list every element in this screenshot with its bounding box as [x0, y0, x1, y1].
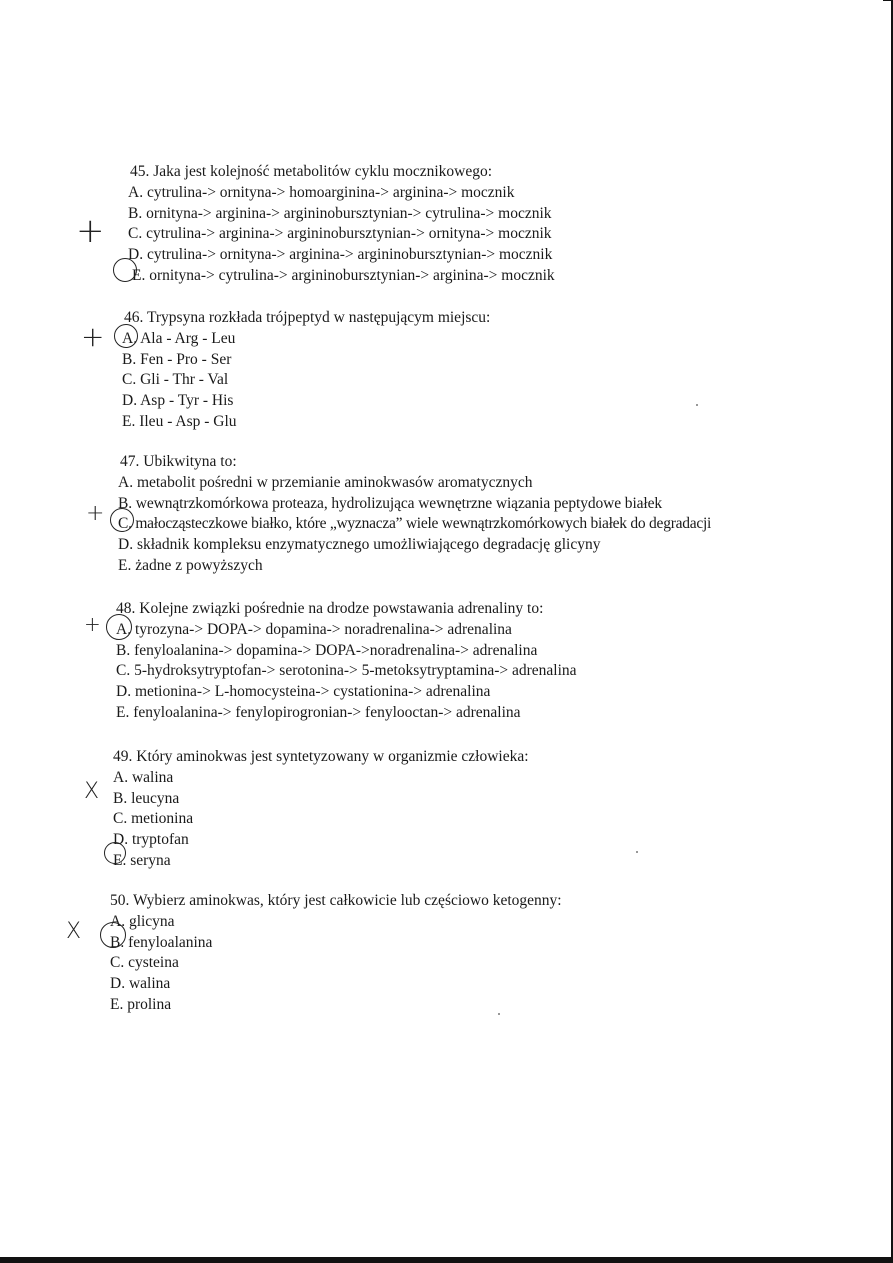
scan-speck: [636, 851, 638, 853]
answer-option-e: E. seryna: [113, 851, 171, 869]
question-47: [118, 452, 711, 577]
answer-option-d: D. walina: [110, 975, 171, 993]
answer-option-b: B. wewnątrzkomórkowa proteaza, hydrolizująca wewnętrzne wiązania peptydowe białek: [118, 494, 663, 512]
question-45: [128, 162, 555, 287]
answer-option-b: B. fenyloalanina-> dopamina-> DOPA->noradrenalina-> adrenalina: [116, 641, 538, 659]
question-46: [122, 308, 490, 433]
answer-option-d: D. cytrulina-> ornityna-> arginina-> argininobursztynian-> mocznik: [128, 246, 553, 264]
handwritten-cross-mark-q50: X: [66, 919, 82, 944]
answer-option-a: A. Ala - Arg - Leu: [122, 329, 236, 347]
answer-option-b: B. fenyloalanina: [110, 933, 213, 951]
answer-option-c: C. 5-hydroksytryptofan-> serotonina-> 5-metoksytryptamina-> adrenalina: [116, 662, 577, 680]
answer-option-c: C. cytrulina-> arginina-> argininobursztynian-> ornityna-> mocznik: [128, 225, 552, 243]
answer-circle-icon: [100, 922, 126, 948]
question-48: [116, 599, 577, 724]
answer-option-c: C. małocząsteczkowe białko, które „wyznacza” wiele wewnątrzkomórkowych białek do degradacji: [118, 515, 712, 533]
answer-option-b: B. Fen - Pro - Ser: [122, 350, 232, 368]
question-stem: 48. Kolejne związki pośrednie na drodze powstawania adrenaliny to:: [116, 600, 544, 617]
scan-speck: [696, 404, 698, 406]
question-stem: 47. Ubikwityna to:: [120, 453, 237, 470]
answer-option-e: E. prolina: [110, 995, 172, 1013]
answer-option-a: A. cytrulina-> ornityna-> homoarginina-> arginina-> mocznik: [128, 183, 515, 201]
answer-option-e: E. fenyloalanina-> fenylopirogronian-> fenylooctan-> adrenalina: [116, 703, 521, 721]
answer-circle-icon: [114, 324, 138, 348]
answer-option-d: D. tryptofan: [113, 831, 189, 849]
question-stem: 45. Jaka jest kolejność metabolitów cyklu mocznikowego:: [130, 163, 493, 180]
answer-option-a: A. tyrozyna-> DOPA-> dopamina-> noradrenalina-> adrenalina: [116, 620, 512, 638]
answer-option-d: D. Asp - Tyr - His: [122, 392, 234, 410]
answer-option-a: A. metabolit pośredni w przemianie aminokwasów aromatycznych: [118, 473, 533, 491]
answer-option-c: C. cysteina: [110, 954, 179, 972]
answer-option-c: C. Gli - Thr - Val: [122, 371, 229, 389]
answer-option-b: B. ornityna-> arginina-> argininobursztynian-> cytrulina-> mocznik: [128, 204, 552, 222]
answer-option-b: B. leucyna: [113, 789, 180, 807]
answer-option-a: A. walina: [113, 768, 174, 786]
answer-option-d: D. składnik kompleksu enzymatycznego umożliwiającego degradację glicyny: [118, 536, 601, 554]
answer-circle-icon: [113, 258, 137, 282]
answer-option-e: E. żadne z powyższych: [118, 556, 263, 574]
answer-option-e: E. Ileu - Asp - Glu: [122, 412, 237, 430]
handwritten-plus-mark-q47: +: [86, 501, 105, 526]
answer-circle-icon: [106, 614, 132, 640]
scan-speck: [498, 1013, 500, 1015]
answer-circle-icon: [110, 508, 134, 532]
handwritten-plus-mark-q48: +: [84, 612, 101, 636]
answer-option-c: C. metionina: [113, 810, 194, 828]
answer-option-a: A. glicyna: [110, 912, 175, 930]
scan-corner-tick: [883, 0, 893, 1]
answer-option-d: D. metionina-> L-homocysteina-> cystationina-> adrenalina: [116, 683, 491, 701]
handwritten-plus-mark-q45: +: [76, 211, 105, 251]
question-50: [110, 891, 562, 1016]
handwritten-plus-mark-q46: +: [81, 320, 105, 353]
question-49: [113, 747, 529, 872]
question-stem: 49. Który aminokwas jest syntetyzowany w organizmie człowieka:: [113, 748, 529, 765]
answer-circle-icon: [104, 842, 126, 864]
scan-edge-bottom: [0, 1257, 893, 1263]
question-stem: 50. Wybierz aminokwas, który jest całkowicie lub częściowo ketogenny:: [110, 892, 562, 909]
handwritten-cross-mark-q49: X: [84, 779, 100, 804]
question-stem: 46. Trypsyna rozkłada trójpeptyd w następującym miejscu:: [124, 309, 491, 326]
answer-option-e: E. ornityna-> cytrulina-> argininobursztynian-> arginina-> mocznik: [132, 266, 555, 284]
